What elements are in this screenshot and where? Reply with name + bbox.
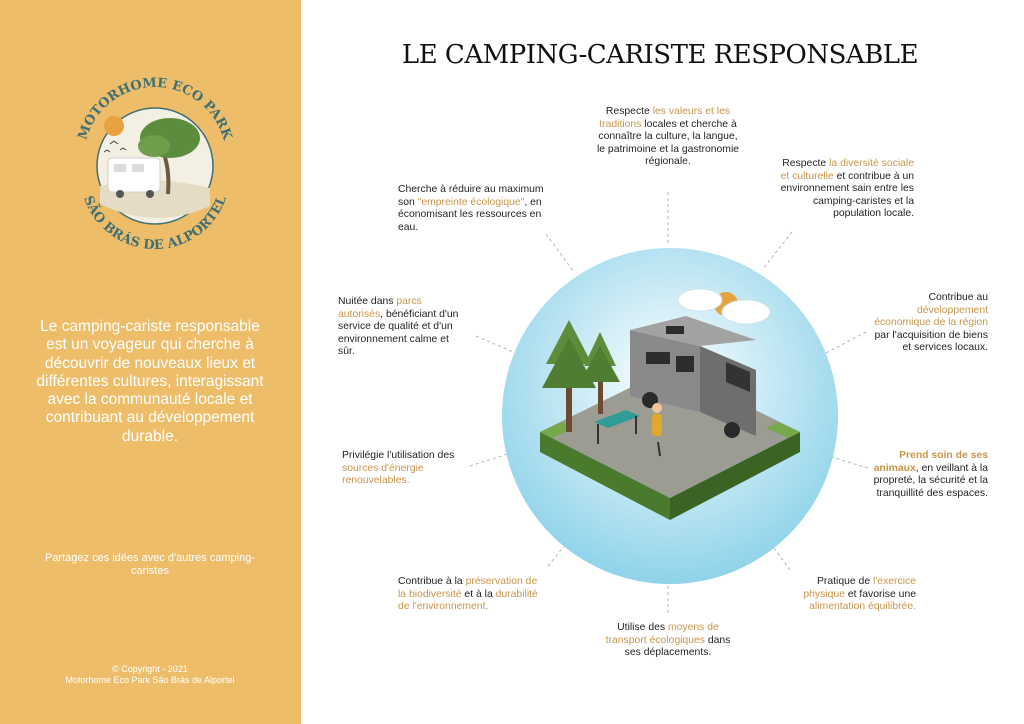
item-diversite-text-1: Respecte	[782, 158, 830, 169]
item-diversite-highlight: la diversité sociale et culturelle	[780, 158, 914, 182]
item-empreinte-highlight: "empreinte écologique"	[417, 196, 525, 208]
sidebar-share-text: Partagez ces idées avec d'autres camping-caristes	[45, 552, 255, 577]
item-empreinte-text-1: Cherche à réduire au maximum son	[398, 184, 544, 208]
item-animaux	[868, 450, 988, 500]
item-valeurs-text-2: locales et cherche à connaître la culture, la langue, le patrimoine et la gastronomie régionale.	[596, 118, 740, 168]
item-energie-renouvelable	[342, 450, 472, 488]
item-transport-text-2: dans ses déplacements.	[624, 634, 731, 659]
item-transport-highlight: moyens de transport écologiques	[605, 622, 719, 646]
item-valeurs-highlight: les valeurs et les traditions	[599, 106, 731, 130]
item-exercice-highlight-2: alimentation équilibrée.	[809, 601, 916, 613]
copyright-line-1: © Copyright - 2021	[112, 664, 188, 674]
item-economie-text-2: par l'acquisition de biens et services locaux.	[874, 329, 988, 354]
item-economie-text-1: Contribue au	[928, 292, 988, 303]
item-diversite-text-2: et contribue à un environnement sain entre les camping-caristes et la population locale.	[780, 170, 914, 220]
item-animaux-text-2: , en veillant à la propreté, la sécurité et la tranquillité des espaces.	[873, 462, 988, 499]
item-exercice-text-1: Pratique de	[816, 576, 874, 587]
item-biodiversite-text-2: et à la	[461, 588, 496, 600]
item-parcs-highlight: parcs autorisés	[338, 296, 422, 320]
logo-top-text: MOTORHOME ECO PARK	[75, 75, 235, 142]
item-biodiversite-text-1: Contribue à la	[398, 576, 466, 587]
item-empreinte-ecologique	[398, 184, 550, 234]
item-economie-highlight: développement économique de la région	[874, 304, 988, 329]
item-empreinte-text-2: , en économisant les ressources en eau.	[398, 196, 542, 233]
copyright-line-2: Motorhome Eco Park São Brás de Alportel	[65, 675, 235, 685]
item-exercice-text-2: et favorise une	[844, 588, 916, 600]
logo-bottom-text: SÃO BRÁS DE ALPORTEL	[80, 193, 230, 254]
campervan-scene-illustration	[500, 246, 840, 586]
item-transport-text-1: Utilise des	[617, 622, 668, 633]
item-biodiversite	[398, 576, 548, 614]
page-title: LE CAMPING-CARISTE RESPONSABLE	[401, 40, 919, 70]
item-parcs-autorises	[338, 296, 466, 359]
item-energie-highlight: sources d'énergie renouvelables.	[342, 462, 424, 487]
item-biodiversite-highlight-1: préservation de la biodiversité	[398, 576, 538, 600]
item-transport-ecologique	[602, 622, 734, 660]
item-developpement-economique	[870, 292, 988, 355]
item-valeurs-traditions	[594, 106, 742, 169]
item-energie-text-1: Privilégie l'utilisation des	[342, 450, 455, 461]
item-parcs-text-1: Nuitée dans	[338, 296, 397, 307]
item-animaux-highlight: Prend soin de ses animaux	[873, 450, 988, 474]
item-exercice-physique	[786, 576, 916, 614]
sidebar-description: Le camping-cariste responsable est un voyageur qui cherche à découvrir de nouveaux lieux et différentes cultures, interagissant avec la communauté locale et contribuant au développement durable.	[36, 318, 264, 445]
item-exercice-highlight-1: l'exercice physique	[803, 576, 916, 600]
item-parcs-text-2: , bénéficiant d'un service de qualité et d'un environnement calme et sûr.	[338, 308, 459, 358]
item-biodiversite-highlight-2: durabilité de l'environnement.	[398, 588, 538, 613]
item-diversite-sociale	[780, 158, 914, 221]
item-valeurs-text-1: Respecte	[605, 106, 653, 117]
